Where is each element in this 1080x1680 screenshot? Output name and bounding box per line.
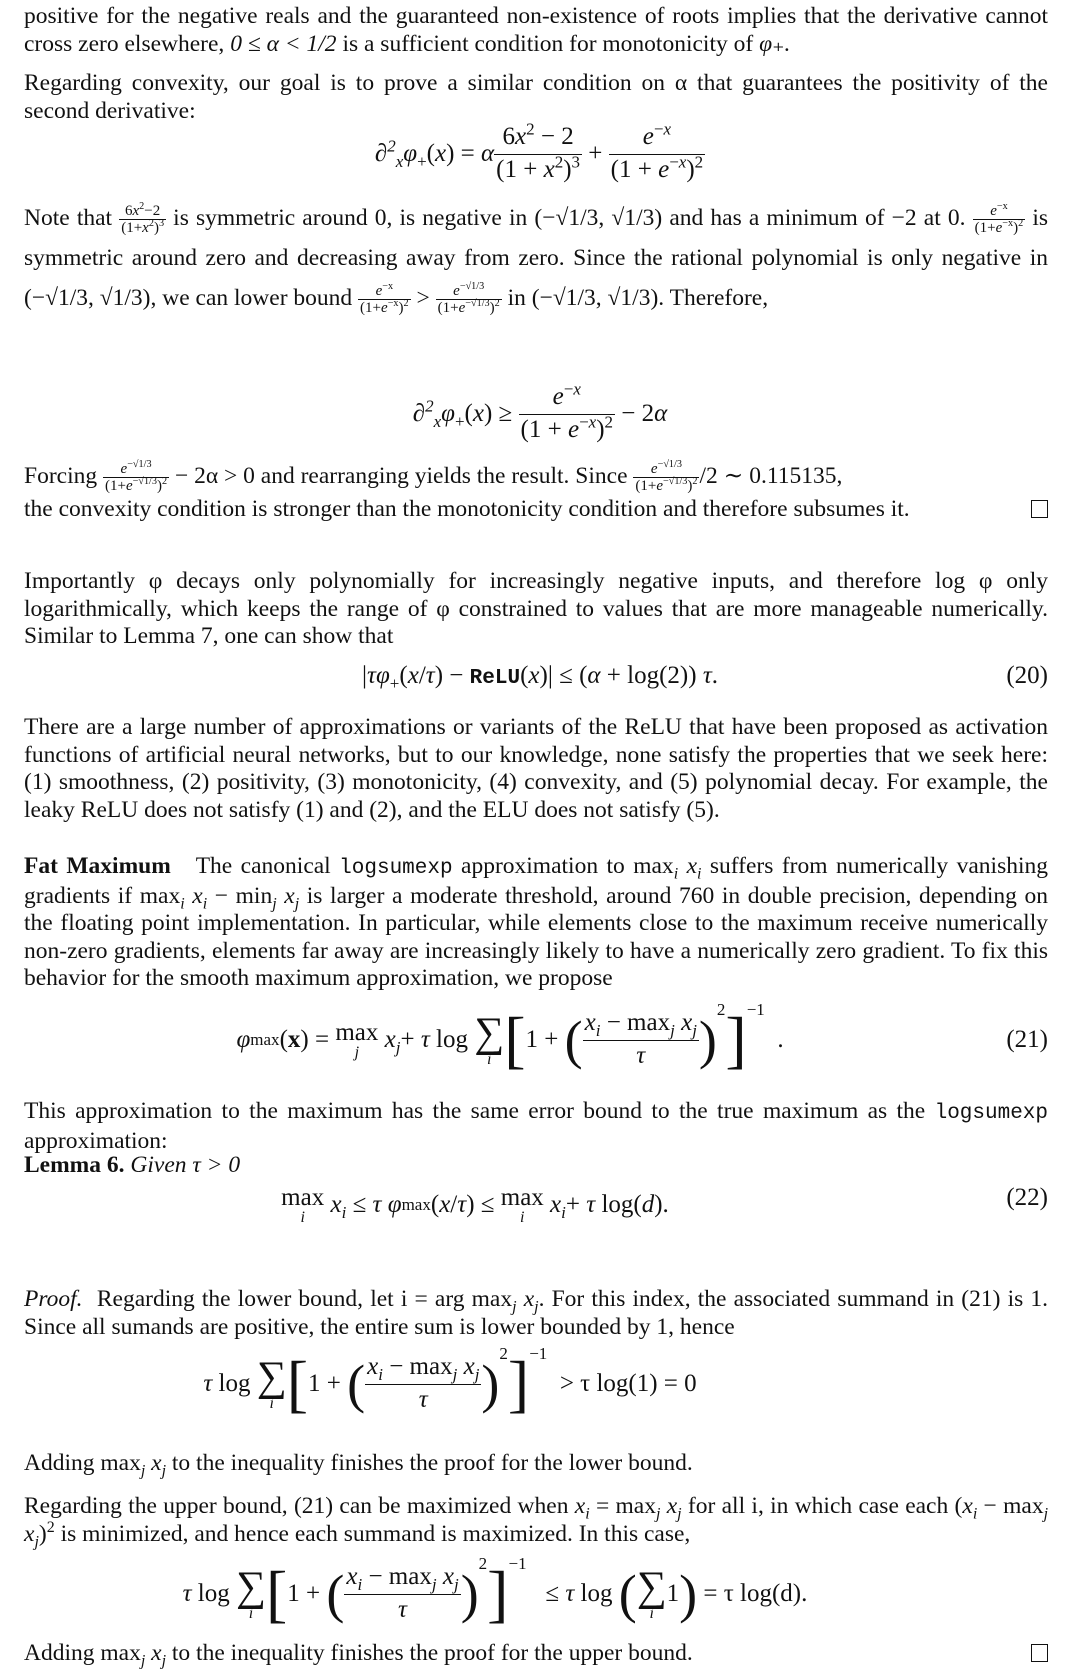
math-interval: (−√1/3, √1/3): [531, 285, 659, 311]
math-interval: (−√1/3, √1/3): [534, 205, 663, 231]
paragraph-adding-lower: Adding $\max_j x_j$ to the inequality finishes the proof for the lower bound.: [24, 1450, 693, 1480]
text: Note that: [24, 205, 113, 231]
math-inline: 0 ≤ α < 1/2: [230, 30, 337, 57]
equation-20: $|\tau\varphi_+(x/\tau)$ − ReLU(x)| ≤ (α + log(2)) τ. (20): [361, 662, 1048, 693]
text: approximation:: [24, 1127, 168, 1154]
text: Forcing: [24, 463, 98, 489]
equation-lower-bound: $\partial^2_x\varphi_+$ ( x ) ≥ $\frac{e^{-x}}{(1 + e^{-x})^2}$ − 2 α: [412, 379, 668, 443]
equation-21: φ max ( x ) = max j $x_j$ + τ log ∑ i [ 1 + ( $\frac{x_i - \max_j x_j}{\tau}$ ) 2 ] −1 . (21): [236, 999, 1048, 1075]
paragraph-note: Note that $\frac{6x^2-2}{(1+x^2)^3}$ is symmetric around 0, is negative in (−√1/3, √1/3) and has a minimum of −2 at 0. $\frac{e^{-x}}{(1+e^{-x})^2}$ is symmetric around zero and decreasing away from zero. Since the rational polynomial is only negative in (−√1/3, √1/3), we can lower bound $\frac{e^{-x}}{(1+e^{-x})^2}$ > $\frac{e^{-√1/3}}{(1+e^{-√1/3})^2}$ in (−√1/3, √1/3). Therefore,: [24, 201, 1049, 317]
paragraph-fat-maximum: Fat Maximum The canonical logsumexp approximation to $\max_i x_i$ suffers from numerically vanishing gradients if $\max_i x_i - \min_j x_j$ is larger a moderate threshold, around 760 in double precision, depending on the floating point implementation. In particular, while elements close to the maximum receive numerically non-zero gradients, elements far away are increasingly likely to have a numerically zero gradient. To fix this behavior for the smooth maximum approximation, we propose: [24, 853, 1049, 991]
text: The canonical: [195, 853, 331, 879]
text: , we can lower bound: [150, 285, 353, 311]
equation-number: (22): [1006, 1184, 1048, 1211]
text: to the inequality finishes the proof for the lower bound.: [171, 1450, 693, 1476]
text: the convexity condition is stronger than the monotonicity condition and therefore subsumes it.: [24, 496, 910, 522]
paragraph-convexity: [24, 70, 1048, 125]
lemma-statement: Given τ > 0: [130, 1152, 241, 1178]
relu-mono: ReLU: [469, 667, 521, 690]
equation-second-derivative: $\partial^2_x\varphi_+$ ( x ) = α $\frac{6x^2 - 2}{(1 + x^2)^3}$ + $\frac{e^{-x}}{(1 + e^{-x})^2}$: [374, 119, 704, 183]
text: suffers from numerically vanishing gradients if max: [24, 853, 1049, 909]
paragraph-forcing: Forcing $\frac{e^{-√1/3}}{(1+e^{-√1/3})^2}$ − 2α > 0 and rearranging yields the result. Since $\frac{e^{-√1/3}}{(1+e^{-√1/3})^2}$ /2 ∼ 0.115135, the convexity condition is stronger than the monotonicity condition and therefore subsumes it.: [24, 456, 1048, 522]
text: /2 ∼ 0.115135,: [699, 463, 843, 489]
text: Regarding the lower bound, let i = arg max: [96, 1286, 513, 1312]
text: positive for the negative reals and the guaranteed non-existence of roots implies that the derivative cannot cross zero elsewhere,: [24, 3, 1048, 57]
equation-proof-upper: τ log ∑ i [ 1 + ( $\frac{x_i - \max_j x_j}{\tau}$ ) 2 ] −1 ≤ τ log ( ∑ i 1 ) = τ log(d).: [182, 1553, 808, 1629]
equation-22: max i $x_i$ ≤ τ φ max ( x / τ ) ≤ max i $x_i$ + τ log( d ). (22): [281, 1184, 1048, 1226]
paragraph-proof-upper: Regarding the upper bound, (21) can be maximized when $x_i = \max_j x_j$ for all i, in which case each $(x_i - \max_j x_j)^2$ is minimized, and hence each summand is maximized. In this case,: [24, 1493, 1049, 1551]
math-interval: (−√1/3, √1/3): [24, 285, 151, 311]
qed-symbol: [1031, 1644, 1048, 1662]
text: Regarding the upper bound, (21) can be maximized when: [24, 1493, 569, 1519]
text: for all i, in which case each: [687, 1493, 949, 1519]
text: There are a large number of approximations or variants of the ReLU that have been proposed as activation functions of artificial neural networks, but to our knowledge, none satisfy the properties that we seek here: (1) smoothness, (2) positivity, (3) monotonicity, (4) convexity, and (5) polynomial decay. For example, the leaky ReLU does not satisfy (1) and (2), and the ELU does not satisfy (5).: [24, 714, 1048, 823]
text: approximation to max: [461, 853, 674, 879]
inequality-result: > τ log(1) = 0: [559, 1369, 697, 1397]
text: in: [507, 285, 526, 311]
equation-number: (21): [1006, 1026, 1048, 1053]
math-inline: φ₊.: [759, 30, 791, 57]
paragraph-decay: [24, 568, 1048, 651]
text: Importantly φ decays only polynomially for increasingly negative inputs, and therefore log φ only logarithmically, which keeps the range of φ constrained to values that are more manageable numerically. Similar to Lemma 7, one can show that: [24, 568, 1048, 649]
paragraph-proof-lower: Proof. Regarding the lower bound, let i = arg $\max_j x_j$. For this index, the associated summand in (21) is 1. Since all sumands are positive, the entire sum is lower bounded by 1, hence: [24, 1286, 1049, 1340]
equation-result: = τ log(d).: [703, 1579, 808, 1607]
paragraph-monotonicity: [24, 3, 1048, 58]
code-inline: logsumexp: [934, 1102, 1049, 1125]
lemma-6: [24, 1152, 1048, 1180]
code-inline: logsumexp: [339, 857, 453, 880]
paragraph-relu-variants: [24, 714, 1048, 824]
text: to the inequality finishes the proof for the upper bound.: [171, 1640, 693, 1666]
text: Adding max: [24, 1450, 141, 1476]
section-heading: Fat Maximum: [24, 853, 171, 879]
equation-number: (20): [1006, 662, 1048, 689]
text: is symmetric around zero and decreasing away from zero. Since the rational polynomial is only negative in: [24, 205, 1049, 271]
text: is larger a moderate threshold, around 760 in double precision, depending on the floating point implementation. In particular, while elements close to the maximum receive numerically non-zero gradients, elements far away are increasingly likely to have a numerically zero gradient. To fix this behavior for the smooth maximum approximation, we propose: [24, 882, 1048, 991]
text: and has a minimum of −2 at 0.: [669, 205, 966, 231]
text: is symmetric around 0, is negative in: [173, 205, 528, 231]
text: This approximation to the maximum has the same error bound to the true maximum as the: [24, 1098, 926, 1124]
text: is minimized, and hence each summand is maximized. In this case,: [60, 1520, 691, 1547]
qed-symbol: [1031, 500, 1048, 518]
equation-proof-lower: τ log ∑ i [ 1 + ( $\frac{x_i - \max_j x_j}{\tau}$ ) 2 ] −1 > τ log(1) = 0: [203, 1343, 697, 1419]
text: is a sufficient condition for monotonicity of: [342, 30, 754, 57]
text: Adding max: [24, 1640, 141, 1666]
text: . Therefore,: [658, 285, 769, 311]
proof-label: Proof.: [24, 1286, 83, 1312]
paragraph-error-bound: [24, 1098, 1048, 1155]
text: . For this index, the associated summand in (21) is 1. Since all sumands are positive, the entire sum is lower bounded by 1, hence: [24, 1286, 1049, 1340]
text: Regarding convexity, our goal is to prove a similar condition on α that guarantees the positivity of the second derivative:: [24, 70, 1048, 124]
paragraph-adding-upper: Adding $\max_j x_j$ to the inequality finishes the proof for the upper bound.: [24, 1640, 1048, 1668]
lemma-label: Lemma 6.: [24, 1152, 125, 1178]
text: − 2α > 0 and rearranging yields the result. Since: [174, 463, 628, 489]
